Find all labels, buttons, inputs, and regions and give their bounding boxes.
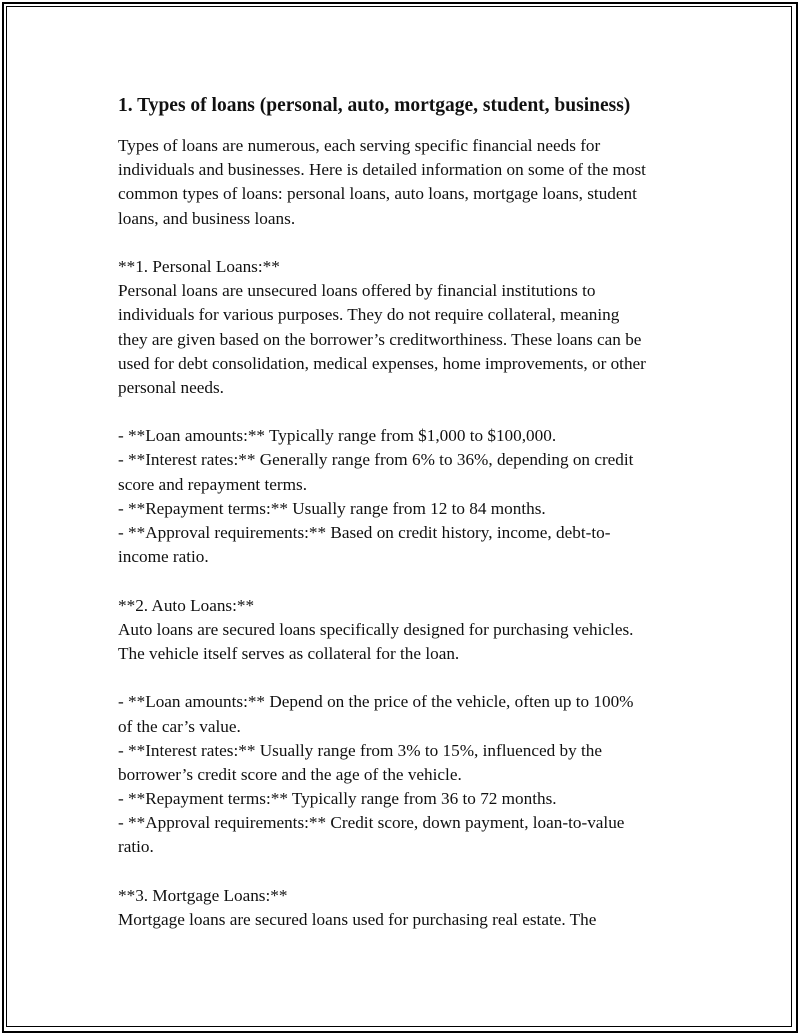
text-line: individuals and businesses. Here is detailed information on some of the most — [118, 160, 646, 180]
text-line: - **Loan amounts:** Depend on the price of the vehicle, often up to 100% — [118, 692, 634, 712]
document-page — [118, 92, 698, 932]
text-line: individuals for various purposes. They do not require collateral, meaning — [118, 305, 620, 325]
text-line: common types of loans: personal loans, auto loans, mortgage loans, student — [118, 184, 637, 204]
text-line: score and repayment terms. — [118, 474, 307, 494]
text-line: personal needs. — [118, 377, 224, 397]
text-line: ratio. — [118, 837, 154, 857]
text-line: loans, and business loans. — [118, 208, 296, 228]
text-line: **1. Personal Loans:** — [118, 256, 280, 276]
text-line: The vehicle itself serves as collateral for the loan. — [118, 643, 460, 663]
paragraph-gap — [118, 231, 698, 255]
text-line: - **Loan amounts:** Typically range from $1,000 to $100,000. — [118, 426, 557, 446]
paragraph-gap — [118, 569, 698, 593]
text-line: **2. Auto Loans:** — [118, 595, 255, 615]
text-line: Mortgage loans are secured loans used for purchasing real estate. The — [118, 910, 597, 929]
paragraph-gap — [118, 400, 698, 424]
text-line: - **Repayment terms:** Usually range from 12 to 84 months. — [118, 498, 546, 518]
text-line: borrower’s credit score and the age of the vehicle. — [118, 764, 462, 784]
text-line: income ratio. — [118, 547, 209, 567]
text-line: - **Interest rates:** Generally range from 6% to 36%, depending on credit — [118, 450, 634, 470]
text-line: Types of loans are numerous, each serving specific financial needs for — [118, 136, 601, 155]
paragraph-gap — [118, 666, 698, 690]
text-line: Personal loans are unsecured loans offered by financial institutions to — [118, 281, 596, 301]
document-body — [118, 134, 698, 932]
text-line: used for debt consolidation, medical expenses, home improvements, or other — [118, 353, 646, 373]
text-line: **3. Mortgage Loans:** — [118, 885, 288, 905]
text-line: - **Repayment terms:** Typically range from 36 to 72 months. — [118, 789, 557, 809]
text-line: of the car’s value. — [118, 716, 241, 736]
text-line: Auto loans are secured loans specifically designed for purchasing vehicles. — [118, 619, 634, 639]
text-line: - **Approval requirements:** Based on credit history, income, debt-to- — [118, 523, 611, 542]
text-line: - **Approval requirements:** Credit score, down payment, loan-to-value — [118, 813, 625, 833]
document-title: 1. Types of loans (personal, auto, mortgage, student, business) — [118, 95, 631, 116]
paragraph-gap — [118, 860, 698, 884]
text-line: they are given based on the borrower’s creditworthiness. These loans can be — [118, 329, 642, 349]
text-line: - **Interest rates:** Usually range from 3% to 15%, influenced by the — [118, 740, 602, 760]
